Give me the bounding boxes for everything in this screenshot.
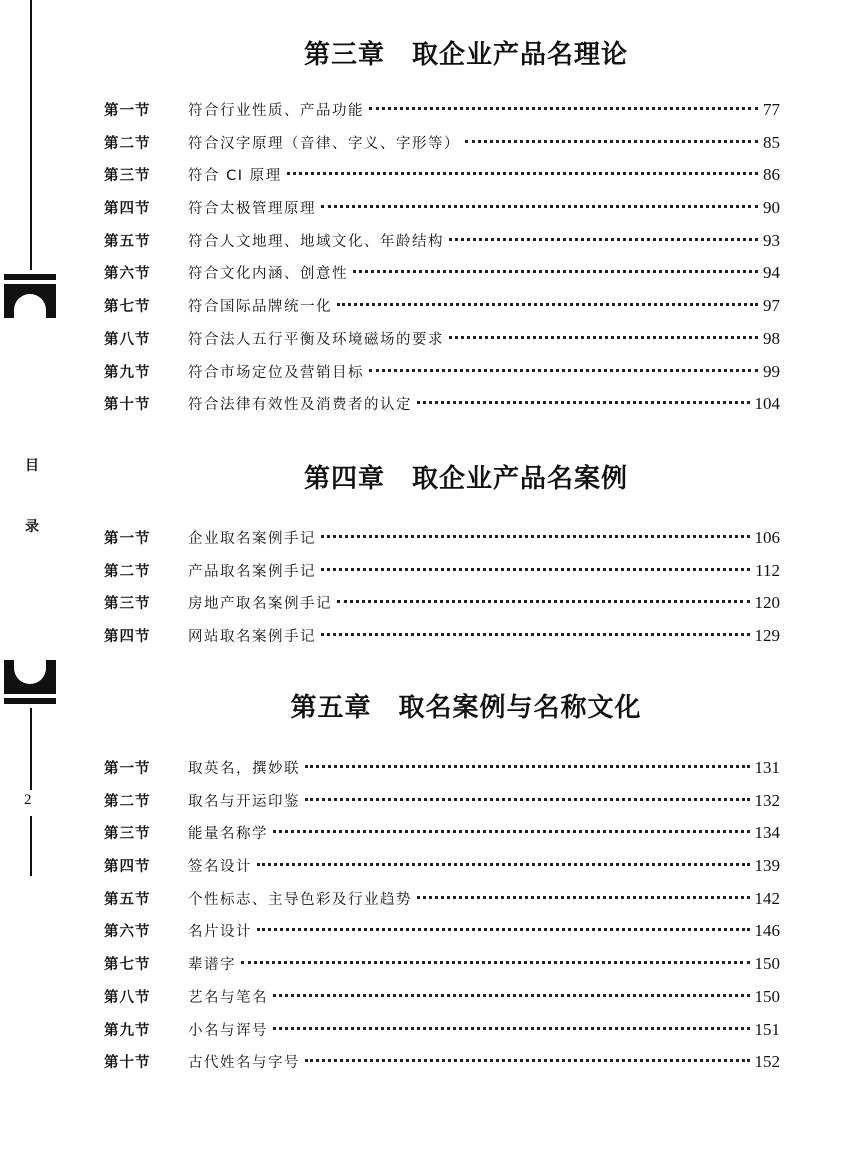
section-page: 146 xyxy=(754,921,780,941)
section-label: 第七节 xyxy=(104,957,151,974)
section-page: 139 xyxy=(754,856,780,876)
section-label: 第六节 xyxy=(104,924,151,941)
section-title: 符合国际品牌统一化 xyxy=(188,299,332,316)
section-label: 第一节 xyxy=(104,761,151,777)
toc-entry[interactable] xyxy=(104,94,780,127)
section-title: 取名与开运印鉴 xyxy=(188,793,300,810)
toc-entry[interactable] xyxy=(104,555,780,588)
section-title: 房地产取名案例手记 xyxy=(188,596,332,613)
dot-leader xyxy=(369,369,758,372)
section-page: 99 xyxy=(763,361,780,381)
section-title: 名片设计 xyxy=(188,924,252,941)
section-title: 符合人文地理、地域文化、年龄结构 xyxy=(188,233,444,250)
dot-leader xyxy=(305,798,750,801)
section-page: 150 xyxy=(754,986,780,1006)
section-title: 符合汉字原理（音律、字义、字形等） xyxy=(188,135,460,152)
section-page: 106 xyxy=(754,528,780,547)
toc-entry[interactable] xyxy=(104,192,780,225)
section-page: 77 xyxy=(763,100,780,119)
margin-rule-mid xyxy=(30,708,32,790)
section-page: 150 xyxy=(754,954,780,974)
dot-leader xyxy=(273,994,750,997)
chapter-title: 第四章 取企业产品名案例 xyxy=(303,464,628,494)
toc-entry[interactable] xyxy=(104,159,780,192)
section-page: 104 xyxy=(754,394,780,414)
section-page: 129 xyxy=(754,626,780,646)
section-page: 93 xyxy=(763,230,780,250)
section-title: 小名与诨号 xyxy=(188,1022,268,1039)
section-title: 符合市场定位及营销目标 xyxy=(188,364,364,381)
section-title: 签名设计 xyxy=(188,859,252,876)
toc-section-list xyxy=(104,752,780,1079)
section-label: 第五节 xyxy=(104,891,151,908)
toc-entry[interactable] xyxy=(104,587,780,620)
dot-leader xyxy=(257,863,750,866)
toc-section-list xyxy=(104,522,780,653)
toc-entry[interactable] xyxy=(104,948,780,981)
section-page: 112 xyxy=(755,560,780,580)
section-label: 第四节 xyxy=(104,629,151,646)
section-title: 艺名与笔名 xyxy=(188,989,268,1006)
toc-entry[interactable] xyxy=(104,323,780,356)
toc-entry[interactable] xyxy=(104,785,780,818)
section-title: 辈谱字 xyxy=(188,957,236,974)
dot-leader xyxy=(273,830,750,833)
toc-entry[interactable] xyxy=(104,522,780,555)
dot-leader xyxy=(321,568,750,571)
section-title: 个性标志、主导色彩及行业趋势 xyxy=(188,891,412,908)
margin-bracket-top xyxy=(4,274,56,318)
section-title: 符合太极管理原理 xyxy=(188,201,316,218)
chapter-title: 第三章 取企业产品名理论 xyxy=(303,40,628,70)
section-label: 第十节 xyxy=(104,1055,151,1072)
toc-entry[interactable] xyxy=(104,1046,780,1079)
section-title: 符合 CI 原理 xyxy=(188,168,282,185)
toc-entry[interactable] xyxy=(104,752,780,785)
dot-leader xyxy=(449,336,758,339)
section-title: 符合法人五行平衡及环境磁场的要求 xyxy=(188,331,444,348)
section-title: 能量名称学 xyxy=(188,826,268,843)
section-title: 符合行业性质、产品功能 xyxy=(188,103,364,119)
section-label: 第五节 xyxy=(104,233,151,250)
section-title: 网站取名案例手记 xyxy=(188,629,316,646)
section-label: 第十节 xyxy=(104,397,151,414)
section-label: 第三节 xyxy=(104,168,151,185)
dot-leader xyxy=(337,303,758,306)
dot-leader xyxy=(257,928,750,931)
section-page: 132 xyxy=(754,790,780,810)
dot-leader xyxy=(353,270,758,273)
section-page: 90 xyxy=(763,198,780,218)
section-page: 152 xyxy=(754,1052,780,1072)
margin-bracket-bottom xyxy=(4,660,56,704)
toc-entry[interactable] xyxy=(104,388,780,421)
section-label: 第一节 xyxy=(104,531,151,547)
section-label: 第六节 xyxy=(104,266,151,283)
dot-leader xyxy=(449,238,758,241)
section-label: 第四节 xyxy=(104,201,151,218)
section-title: 取英名，撰妙联 xyxy=(188,761,300,777)
toc-entry[interactable] xyxy=(104,127,780,160)
toc-entry[interactable] xyxy=(104,225,780,258)
dot-leader xyxy=(337,600,750,603)
section-title: 企业取名案例手记 xyxy=(188,531,316,547)
dot-leader xyxy=(273,1027,750,1030)
section-label: 第七节 xyxy=(104,299,151,316)
dot-leader xyxy=(321,205,758,208)
section-label: 第三节 xyxy=(104,596,151,613)
section-label: 第二节 xyxy=(104,135,151,152)
page-number: 2 xyxy=(24,792,32,808)
toc-entry[interactable] xyxy=(104,981,780,1014)
section-label: 第四节 xyxy=(104,859,151,876)
section-title: 符合法律有效性及消费者的认定 xyxy=(188,397,412,414)
chapter-title: 第五章 取名案例与名称文化 xyxy=(290,693,642,723)
section-label: 第三节 xyxy=(104,826,151,843)
section-title: 古代姓名与字号 xyxy=(188,1055,300,1072)
toc-entry[interactable] xyxy=(104,850,780,883)
section-page: 98 xyxy=(763,328,780,348)
dot-leader xyxy=(321,535,750,538)
section-title: 符合文化内涵、创意性 xyxy=(188,266,348,283)
section-label: 第二节 xyxy=(104,563,151,580)
section-label: 第二节 xyxy=(104,793,151,810)
section-page: 85 xyxy=(763,132,780,152)
section-page: 142 xyxy=(754,888,780,908)
toc-entry[interactable] xyxy=(104,817,780,850)
section-page: 134 xyxy=(754,823,780,843)
section-page: 120 xyxy=(754,593,780,613)
dot-leader xyxy=(241,961,750,964)
section-title: 产品取名案例手记 xyxy=(188,563,316,580)
toc-entry[interactable] xyxy=(104,883,780,916)
section-page: 94 xyxy=(763,263,780,283)
dot-leader xyxy=(305,765,750,768)
dot-leader xyxy=(305,1059,750,1062)
dot-leader xyxy=(417,896,750,899)
dot-leader xyxy=(465,140,758,143)
section-page: 86 xyxy=(763,165,780,185)
section-page: 131 xyxy=(754,758,780,777)
section-label: 第一节 xyxy=(104,103,151,119)
toc-entry[interactable] xyxy=(104,620,780,653)
toc-entry[interactable] xyxy=(104,290,780,323)
section-label: 第八节 xyxy=(104,989,151,1006)
toc-entry[interactable] xyxy=(104,356,780,389)
side-label-contents-1: 目 xyxy=(25,458,39,474)
section-label: 第九节 xyxy=(104,1022,151,1039)
section-page: 151 xyxy=(754,1019,780,1039)
margin-rule-top xyxy=(30,0,32,270)
section-label: 第九节 xyxy=(104,364,151,381)
section-page: 97 xyxy=(763,296,780,316)
dot-leader xyxy=(417,401,750,404)
toc-section-list xyxy=(104,94,780,421)
toc-entry[interactable] xyxy=(104,915,780,948)
dot-leader xyxy=(321,633,750,636)
toc-entry[interactable] xyxy=(104,1014,780,1047)
dot-leader xyxy=(287,172,758,175)
side-label-contents-2: 录 xyxy=(25,519,39,535)
dot-leader xyxy=(369,107,758,110)
margin-rule-bottom xyxy=(30,816,32,876)
section-label: 第八节 xyxy=(104,331,151,348)
toc-entry[interactable] xyxy=(104,257,780,290)
